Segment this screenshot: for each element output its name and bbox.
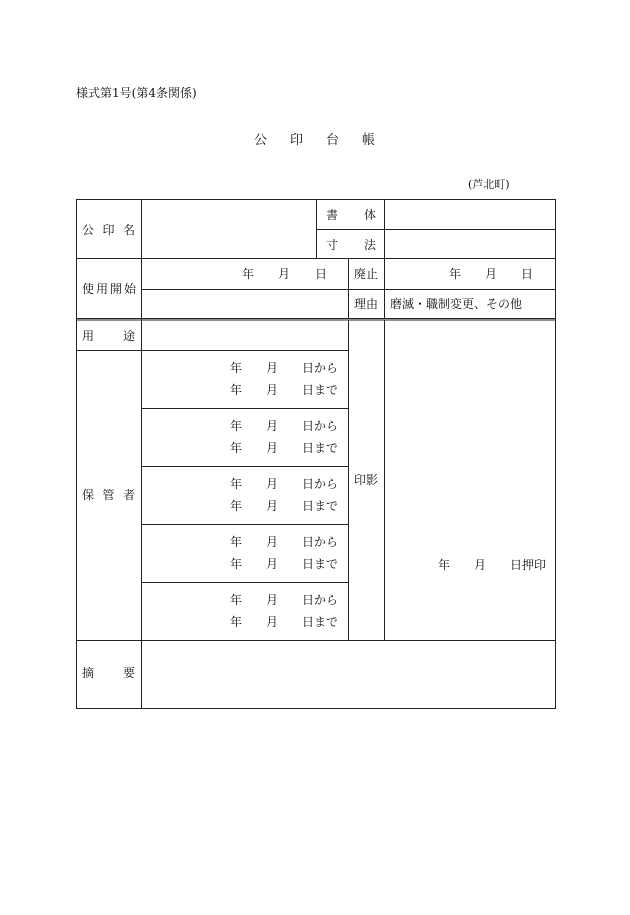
title-char: 帳 [362, 133, 376, 148]
keeper-4-from-year: 年 [230, 535, 243, 549]
keeper-4-to-month: 月 [266, 557, 279, 571]
seal-register-table [76, 199, 556, 709]
title-char: 公 [254, 133, 268, 148]
keeper-3-to-year: 年 [230, 499, 243, 513]
label-size: 寸 法 [326, 238, 376, 252]
keeper-4-from-day: 日から [302, 535, 339, 549]
abolish-year: 年 [449, 267, 462, 281]
keeper-2-from-month: 月 [266, 419, 279, 433]
title-char: 台 [326, 133, 340, 148]
start-day: 日 [315, 267, 328, 281]
label-use: 用 途 [82, 329, 135, 343]
keeper-1-from-day: 日から [302, 361, 339, 375]
keeper-5-to-month: 月 [266, 615, 279, 629]
keeper-5-to-year: 年 [230, 615, 243, 629]
keeper-2-to-month: 月 [266, 441, 279, 455]
start-year: 年 [242, 267, 255, 281]
keeper-4-from-month: 月 [266, 535, 279, 549]
keeper-4-to-day: 日まで [302, 557, 339, 571]
keeper-1-from-month: 月 [266, 361, 279, 375]
keeper-3-to-month: 月 [266, 499, 279, 513]
keeper-1-to-year: 年 [230, 383, 243, 397]
label-writing-style: 書 体 [326, 208, 376, 222]
keeper-2-to-day: 日まで [302, 441, 339, 455]
stamp-year: 年 [438, 558, 451, 572]
label-summary: 摘 要 [82, 666, 135, 680]
keeper-2-to-year: 年 [230, 441, 243, 455]
stamp-month: 月 [474, 558, 487, 572]
document-title [254, 129, 398, 148]
keeper-5-from-year: 年 [230, 593, 243, 607]
keeper-1-to-day: 日まで [302, 383, 339, 397]
label-abolish: 廃止 [354, 267, 379, 281]
keeper-2-from-year: 年 [230, 419, 243, 433]
reason-text: 磨滅・職制変更、その他 [390, 297, 523, 311]
stamp-day: 日押印 [510, 558, 547, 572]
keeper-3-from-year: 年 [230, 477, 243, 491]
abolish-month: 月 [485, 267, 498, 281]
label-reason: 理由 [354, 297, 379, 311]
keeper-3-to-day: 日まで [302, 499, 339, 513]
start-month: 月 [278, 267, 291, 281]
keeper-5-from-day: 日から [302, 593, 339, 607]
title-char: 印 [290, 133, 304, 148]
keeper-5-from-month: 月 [266, 593, 279, 607]
town-name: (芦北町) [468, 178, 510, 191]
keeper-1-from-year: 年 [230, 361, 243, 375]
keeper-1-to-month: 月 [266, 383, 279, 397]
label-seal-name: 公 印 名 [82, 223, 135, 237]
form-reference: 様式第1号(第4条関係) [76, 86, 197, 100]
keeper-3-from-month: 月 [266, 477, 279, 491]
keeper-2-from-day: 日から [302, 419, 339, 433]
keeper-3-from-day: 日から [302, 477, 339, 491]
label-keeper: 保 管 者 [82, 488, 135, 502]
label-start-use: 使用開始 [82, 282, 139, 296]
label-seal-impression: 印影 [354, 473, 379, 487]
keeper-4-to-year: 年 [230, 557, 243, 571]
abolish-day: 日 [521, 267, 534, 281]
keeper-5-to-day: 日まで [302, 615, 339, 629]
